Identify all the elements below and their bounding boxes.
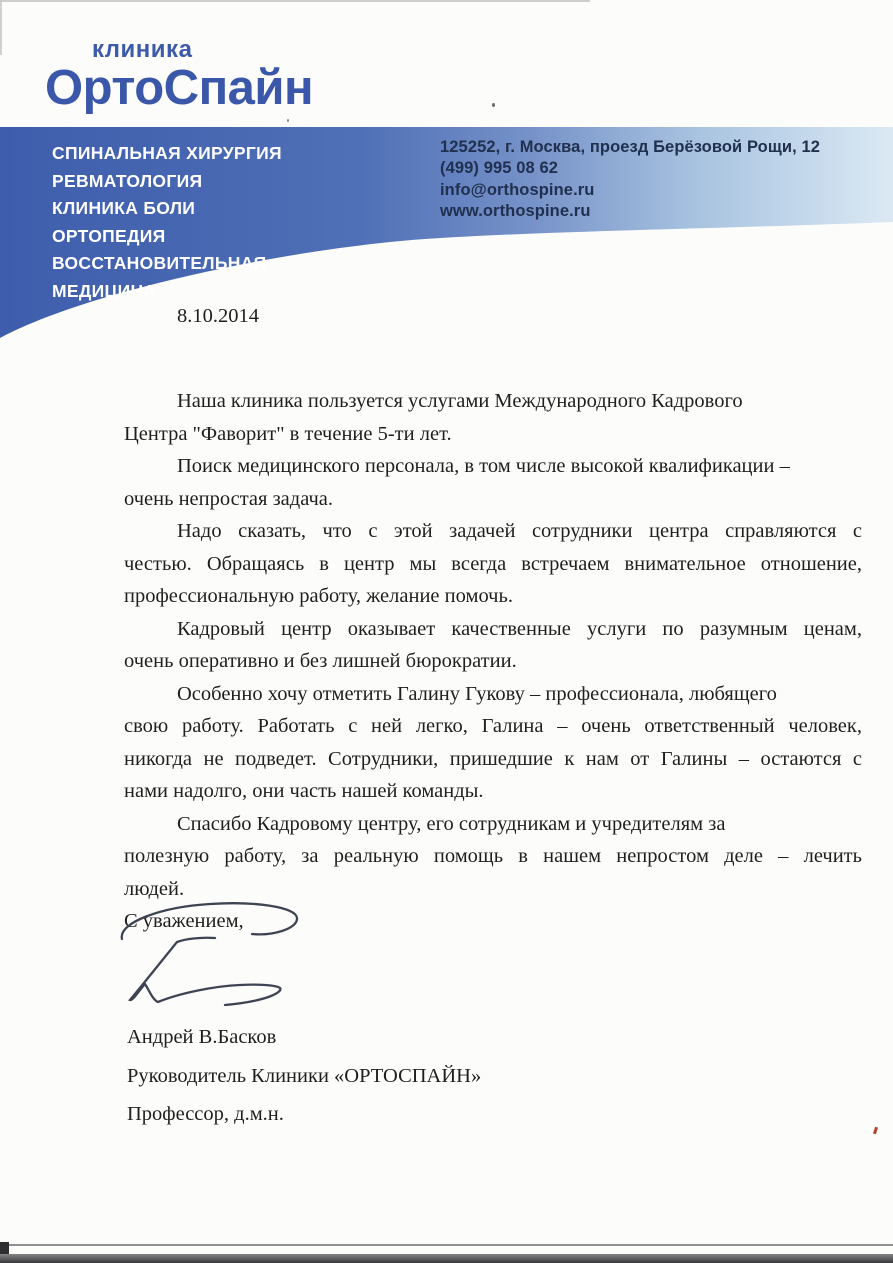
text-line: Поиск медицинского персонала, в том числе высокой квалификации – [177, 455, 790, 477]
services-list [52, 140, 282, 306]
text-line: профессиональную работу, желание помочь. [124, 585, 513, 607]
paragraph [124, 613, 862, 678]
text-line: людей. [124, 877, 185, 900]
text-line: Спасибо Кадровому центру, его сотрудникам и учредителям за [177, 812, 726, 835]
text-line: свою работу. Работать с ней легко, Галина – очень ответственный человек, [124, 715, 862, 737]
letterhead-banner [0, 127, 893, 342]
signer-title: Руководитель Клиники «ОРТОСПАЙН» [127, 1064, 482, 1087]
text-line: честью. Обращаясь в центр мы всегда встречаем внимательное отношение, [124, 552, 862, 575]
scan-red-speck [873, 1127, 878, 1135]
scan-speck [492, 103, 495, 107]
signer-block [127, 1018, 481, 1134]
text-line: очень непростая задача. [124, 487, 334, 510]
service-line: СПИНАЛЬНАЯ ХИРУРГИЯ [52, 143, 282, 163]
paragraph [124, 450, 862, 515]
text-line: очень оперативно и без лишней бюрократии. [124, 650, 517, 672]
handwritten-signature-ink [100, 893, 340, 1018]
signer-degree: Профессор, д.м.н. [127, 1103, 284, 1125]
scan-speck [287, 119, 289, 122]
letter-date: 8.10.2014 [177, 305, 259, 327]
service-line: КЛИНИКА БОЛИ [52, 198, 196, 219]
text-line: Кадровый центр оказывает качественные услуги по разумным ценам, [177, 617, 862, 640]
text-line: полезную работу, за реальную помощь в нашем непростом деле – лечить [124, 845, 862, 867]
text-line: Наша клиника пользуется услугами Международного Кадрового [177, 390, 743, 412]
text-line: нами надолго, они часть нашей команды. [124, 780, 484, 802]
scan-bottom-notch [0, 1242, 9, 1254]
scanner-edge-band [0, 1254, 893, 1263]
phone-line: (499) 995 08 62 [440, 159, 559, 178]
logo-small-label: клиника [92, 36, 193, 63]
text-line: Особенно хочу отметить Галину Гукову – профессионала, любящего [177, 682, 777, 705]
paragraph [124, 385, 862, 450]
address-line: 125252, г. Москва, проезд Берёзовой Рощи, 12 [440, 138, 821, 156]
contact-block [440, 137, 820, 222]
clinic-logo [45, 38, 313, 113]
service-line: РЕВМАТОЛОГИЯ [52, 170, 203, 191]
closing-salutation: С уважением, [124, 910, 244, 932]
service-line: МЕДИЦИНА [52, 280, 157, 301]
paragraph [124, 808, 862, 906]
service-line: ОРТОПЕДИЯ [52, 225, 166, 246]
paragraph [124, 678, 862, 808]
scan-bottom-thin-line [0, 1244, 893, 1246]
text-line: никогда не подведет. Сотрудники, пришедшие к нам от Галины – остаются с [124, 747, 862, 770]
scan-edge-left-line [0, 0, 2, 55]
scan-edge-top-line [0, 0, 590, 2]
service-line: ВОССТАНОВИТЕЛЬНАЯ [52, 253, 267, 274]
text-line: Надо сказать, что с этой задачей сотрудники центра справляются с [177, 520, 862, 542]
letter-body [124, 385, 862, 905]
email-line: info@orthospine.ru [440, 180, 595, 199]
signer-name: Андрей В.Басков [127, 1026, 277, 1048]
text-line: Центра "Фаворит" в течение 5-ти лет. [124, 422, 452, 445]
logo-brand: ОртоСпайн [45, 61, 314, 115]
website-line: www.orthospine.ru [440, 201, 591, 220]
paragraph [124, 515, 862, 613]
